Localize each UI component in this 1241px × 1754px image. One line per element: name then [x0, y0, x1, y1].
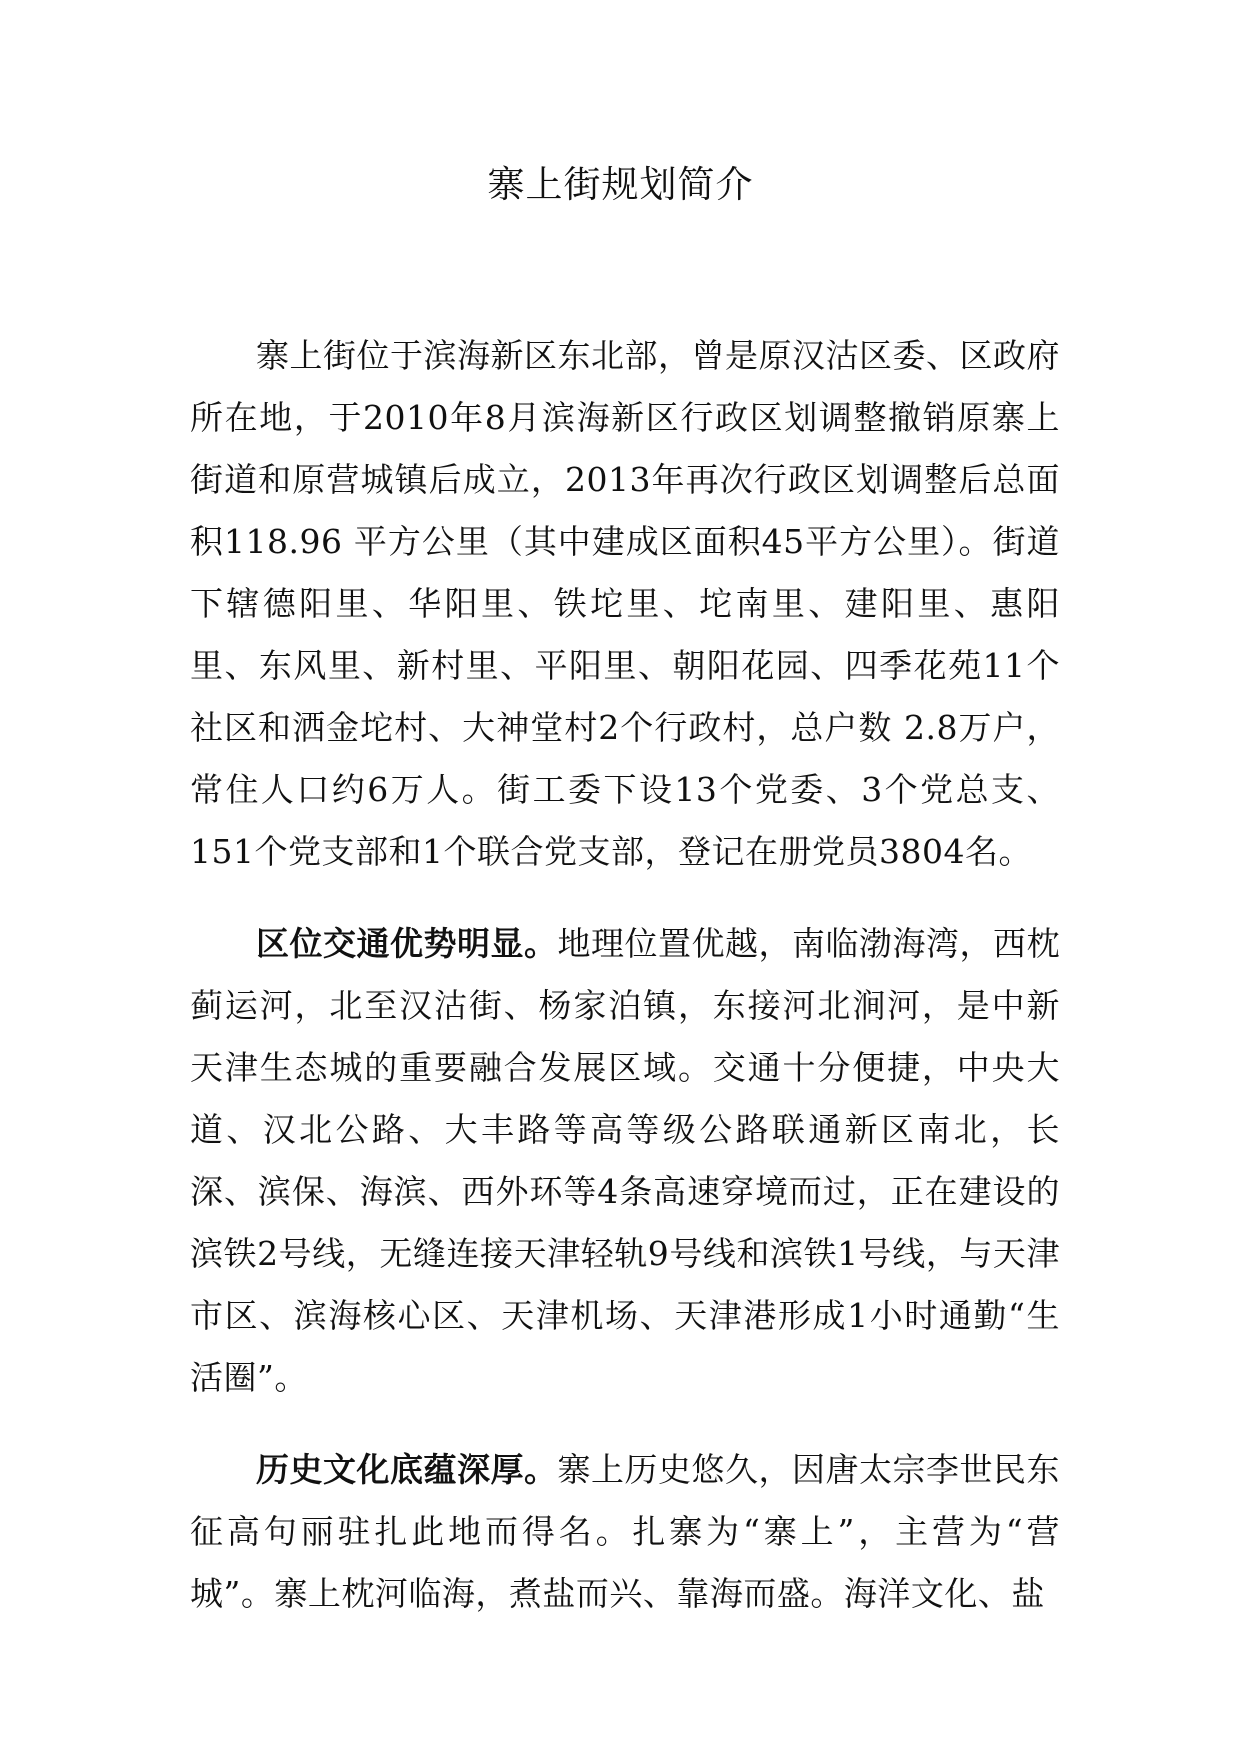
paragraph-text: 地理位置优越，南临渤海湾，西枕蓟运河，北至汉沽街、杨家泊镇，东接河北涧河，是中新天津生态城的重要融合发展区域。交通十分便捷，中央大道、汉北公路、大丰路等高等级公路联通新区南北，长深、滨保、海滨、西外环等4条高速穿境而过，正在建设的滨铁2号线，无缝连接天津轻轨9号线和滨铁1号线，与天津市区、滨海核心区、天津机场、天津港形成1小时通勤“生活圈”。 [190, 924, 1060, 1397]
page-title: 寨上街规划简介 [487, 163, 754, 206]
document-body [190, 325, 1060, 1655]
paragraph-history-culture [190, 1439, 1060, 1625]
paragraph-text: 寨上街位于滨海新区东北部，曾是原汉沽区委、区政府所在地，于2010年8月滨海新区行政区划调整撤销原寨上街道和原营城镇后成立，2013年再次行政区划调整后总面积118.96 平方公里（其中建成区面积45平方公里）。街道下辖德阳里、华阳里、铁坨里、坨南里、建阳里、惠阳里、东风里、新村里、平阳里、朝阳花园、四季花苑11个社区和洒金坨村、大神堂村2个行政村，总户数 2.8万户，常住人口约6万人。街工委下设13个党委、3个党总支、151个党支部和1个联合党支部，登记在册党员3804名。 [190, 336, 1060, 871]
paragraph-lead: 区位交通优势明显。 [256, 924, 558, 963]
paragraph-text: 寨上历史悠久，因唐太宗李世民东征高句丽驻扎此地而得名。扎寨为“寨上”，主营为“营城”。寨上枕河临海，煮盐而兴、靠海而盛。海洋文化、盐 [190, 1450, 1060, 1613]
paragraph-lead: 历史文化底蕴深厚。 [256, 1450, 558, 1489]
paragraph-location-transport [190, 913, 1060, 1409]
paragraph-overview [190, 325, 1060, 883]
